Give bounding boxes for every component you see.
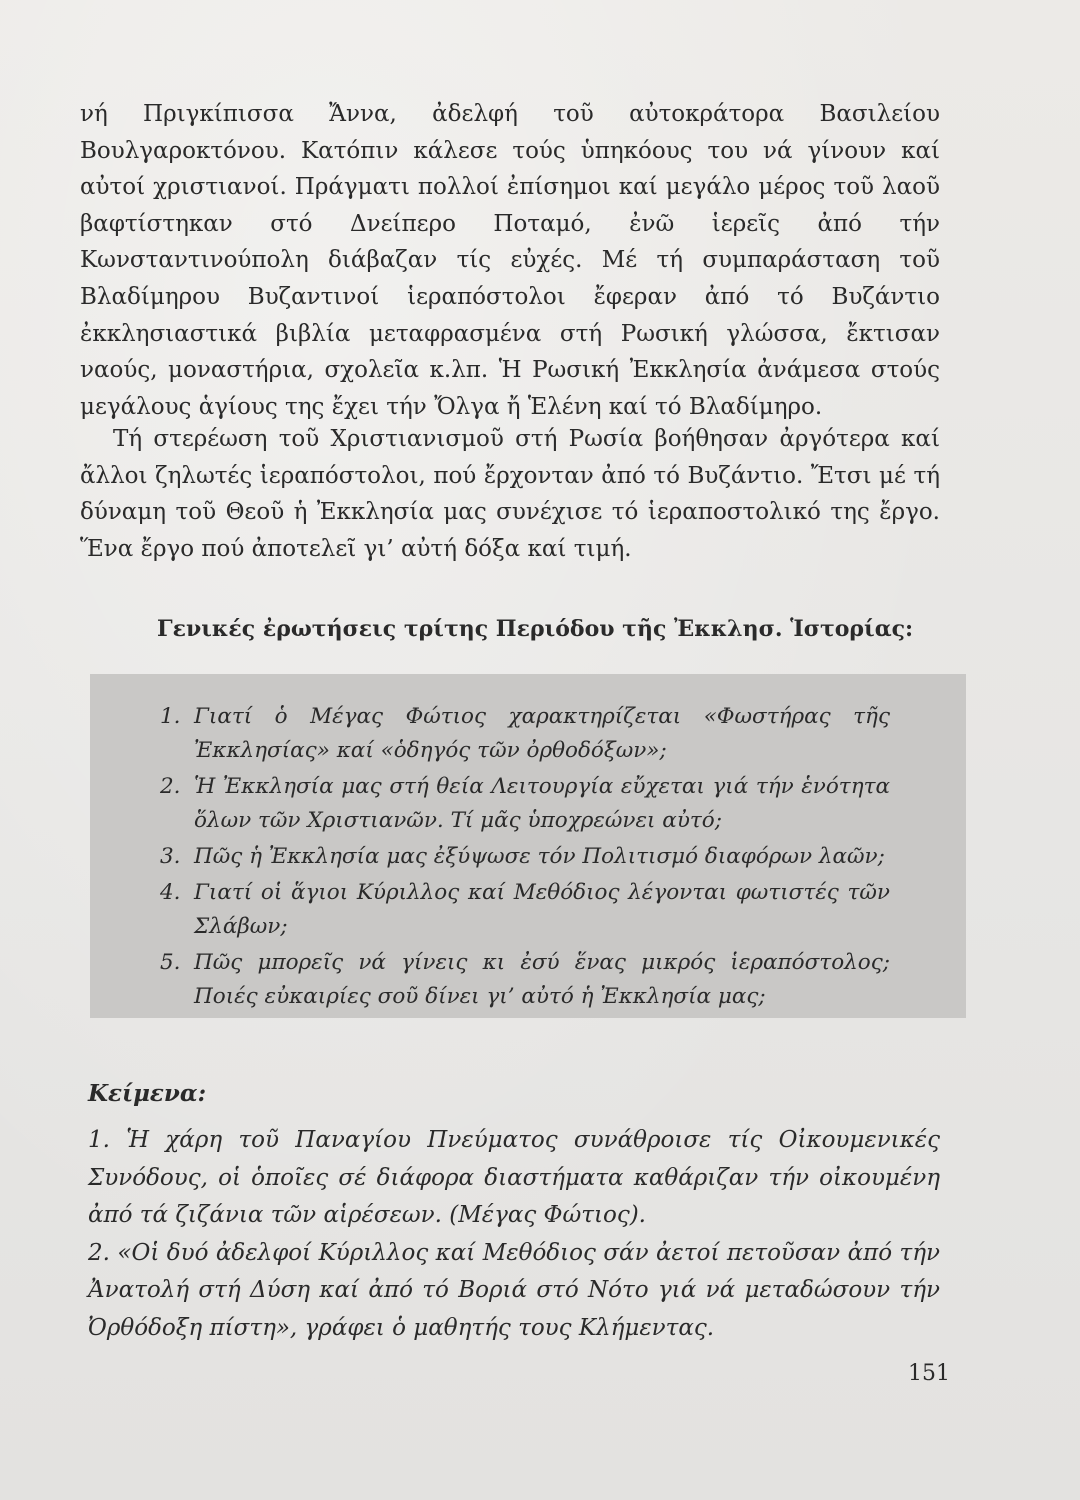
questions-heading: Γενικές ἐρωτήσεις τρίτης Περιόδου τῆς Ἐκκλησ. Ἱστορίας: bbox=[157, 616, 914, 642]
page-number: 151 bbox=[908, 1361, 950, 1386]
question-item bbox=[160, 770, 890, 838]
body-paragraph-1: νή Πριγκίπισσα Ἄννα, ἀδελφή τοῦ αὐτοκράτορα Βασιλείου Βουλγαροκτόνου. Κατόπιν κάλεσε τούς ὑπηκόους του νά γίνουν καί αὐτοί χριστιανοί. Πράγματι πολλοί ἐπίσημοι καί μεγάλο μέρος τοῦ λαοῦ βαφτίστηκαν στό Δνείπερο Ποταμό, ἐνῶ ἱερεῖς ἀπό τήν Κωνσταντινούπολη διάβαζαν τίς εὐχές. Μέ τή συμπαράσταση τοῦ Βλαδίμηρου Βυζαντινοί ἱεραπόστολοι ἔφεραν ἀπό τό Βυζάντιο ἐκκλησιαστικά βιβλία μεταφρασμένα στή Ρωσική γλώσσα, ἔκτισαν ναούς, μοναστήρια, σχολεῖα κ.λπ. Ἡ Ρωσική Ἐκκλησία ἀνάμεσα στούς μεγάλους ἁγίους της ἔχει τήν Ὄλγα ἤ Ἑλένη καί τό Βλαδίμηρο. bbox=[80, 101, 940, 420]
question-item bbox=[160, 876, 890, 944]
texts-section bbox=[88, 1122, 940, 1347]
body-paragraph-2: Τή στερέωση τοῦ Χριστιανισμοῦ στή Ρωσία βοήθησαν ἀργότερα καί ἄλλοι ζηλωτές ἱεραπόστολοι, πού ἔρχονταν ἀπό τό Βυζάντιο. Ἔτσι μέ τή δύναμη τοῦ Θεοῦ ἡ Ἐκκλησία μας συνέχισε τό ἱεραποστολικό της ἔργο. Ἕνα ἔργο πού ἀποτελεῖ γι’ αὐτή δόξα καί τιμή. bbox=[80, 426, 940, 562]
question-number: 2. bbox=[160, 774, 181, 799]
question-number: 3. bbox=[160, 844, 181, 869]
question-number: 5. bbox=[160, 950, 181, 975]
question-item bbox=[160, 700, 890, 768]
question-text: Πῶς μπορεῖς νά γίνεις κι ἐσύ ἕνας μικρός ἱεραπόστολος; Ποιές εὐκαιρίες σοῦ δίνει γι’ αὐτό ἡ Ἐκκλησία μας; bbox=[194, 950, 890, 1009]
questions-list bbox=[160, 700, 890, 1016]
texts-heading: Κείμενα: bbox=[88, 1080, 207, 1107]
text-excerpt-1: 1. Ἡ χάρη τοῦ Παναγίου Πνεύματος συνάθροισε τίς Οἰκουμενικές Συνόδους, οἱ ὁποῖες σέ διάφορα διαστήματα καθάριζαν τήν οἰκουμένη ἀπό τά ζιζάνια τῶν αἱρέσεων. (Μέγας Φώτιος). bbox=[88, 1127, 940, 1228]
question-text: Γιατί οἱ ἅγιοι Κύριλλος καί Μεθόδιος λέγονται φωτιστές τῶν Σλάβων; bbox=[194, 880, 890, 939]
question-item bbox=[160, 946, 890, 1014]
questions-box bbox=[90, 674, 966, 1018]
question-text: Ἡ Ἐκκλησία μας στή θεία Λειτουργία εὔχεται γιά τήν ἑνότητα ὅλων τῶν Χριστιανῶν. Τί μᾶς ὑποχρεώνει αὐτό; bbox=[194, 774, 890, 833]
text-excerpt-2: 2. «Οἱ δυό ἀδελφοί Κύριλλος καί Μεθόδιος σάν ἀετοί πετοῦσαν ἀπό τήν Ἀνατολή στή Δύση καί ἀπό τό Βοριά στό Νότο γιά νά μεταδώσουν τήν Ὀρθόδοξη πίστη», γράφει ὁ μαθητής τους Κλήμεντας. bbox=[88, 1239, 940, 1341]
question-text: Πῶς ἡ Ἐκκλησία μας ἐξύψωσε τόν Πολιτισμό διαφόρων λαῶν; bbox=[194, 844, 885, 869]
question-text: Γιατί ὁ Μέγας Φώτιος χαρακτηρίζεται «Φωστήρας τῆς Ἐκκλησίας» καί «ὁδηγός τῶν ὀρθοδόξων»; bbox=[194, 704, 890, 763]
question-number: 1. bbox=[160, 704, 181, 729]
question-item bbox=[160, 840, 890, 874]
question-number: 4. bbox=[160, 880, 181, 905]
